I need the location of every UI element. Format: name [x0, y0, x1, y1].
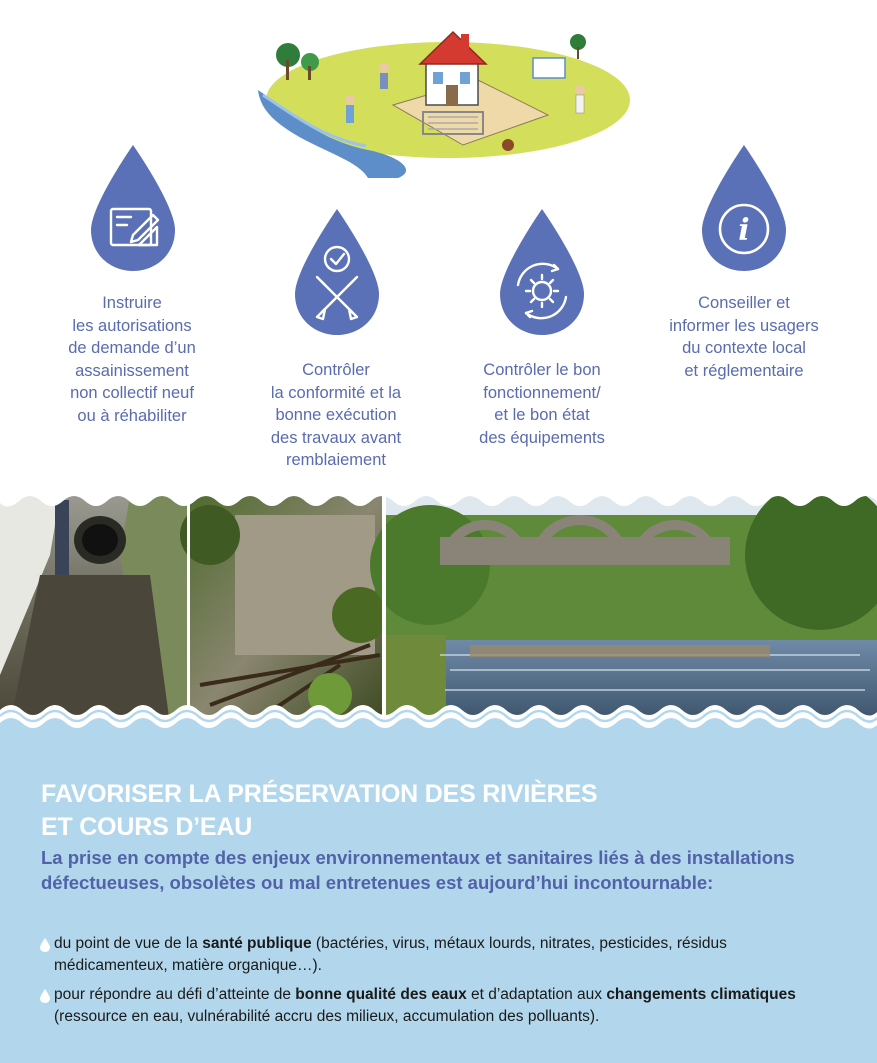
mission-drop-1 [87, 143, 179, 273]
heading-line-1: FAVORISER LA PRÉSERVATION DES RIVIÈRES [41, 780, 598, 808]
section-heading [41, 778, 741, 844]
bullet-water-quality [54, 984, 844, 1028]
water-drop-bullet-icon [40, 989, 50, 1003]
bullet-1-text-start: du point de vue de la [54, 935, 203, 952]
mission-text-1: Instruire les autorisations de demande d’un assainissement non collectif neuf ou à réhabiliter [68, 294, 196, 425]
water-drop-bullet-icon [40, 938, 50, 952]
bullet-2-bold-2: changements climatiques [606, 986, 796, 1003]
river-bridge-photo [370, 495, 877, 725]
section-intro: La prise en compte des enjeux environnementaux et sanitaires liés à des installations défectueuses, obsolètes ou mal entretenues est aujourd’hui incontournable: [41, 847, 795, 893]
photo-band [0, 495, 877, 745]
mission-text-3: Contrôler le bon fonctionnement/ et le bon état des équipements [479, 361, 605, 447]
bullet-2-text-end: (ressource en eau, vulnérabilité accru des milieux, accumulation des polluants). [54, 1008, 600, 1025]
polluted-stream-photo [180, 495, 388, 725]
bullet-public-health [54, 933, 844, 977]
mission-text-2: Contrôler la conformité et la bonne exécution des travaux avant remblaiement [270, 361, 402, 469]
house-septic-landscape-illustration [248, 20, 630, 178]
bullet-2-bold-1: bonne qualité des eaux [295, 986, 467, 1003]
bullet-2-text-mid: et d’adaptation aux [466, 986, 607, 1003]
mission-drop-2 [291, 207, 383, 337]
bullet-1-text-end: (bactéries, virus, métaux lourds, nitrates, pesticides, résidus médicamenteux, matière organique…). [54, 935, 727, 974]
bullet-1-bold: santé publique [202, 935, 312, 952]
culvert-photo [0, 495, 187, 725]
mission-text-4: Conseiller et informer les usagers du contexte local et réglementaire [669, 294, 819, 380]
bullet-2-text-start: pour répondre au défi d’atteinte de [54, 986, 296, 1003]
svg-text:i: i [738, 213, 750, 248]
heading-line-2: ET COURS D’EAU [41, 813, 253, 841]
mission-drop-3 [496, 207, 588, 337]
mission-drop-4 [698, 143, 790, 273]
